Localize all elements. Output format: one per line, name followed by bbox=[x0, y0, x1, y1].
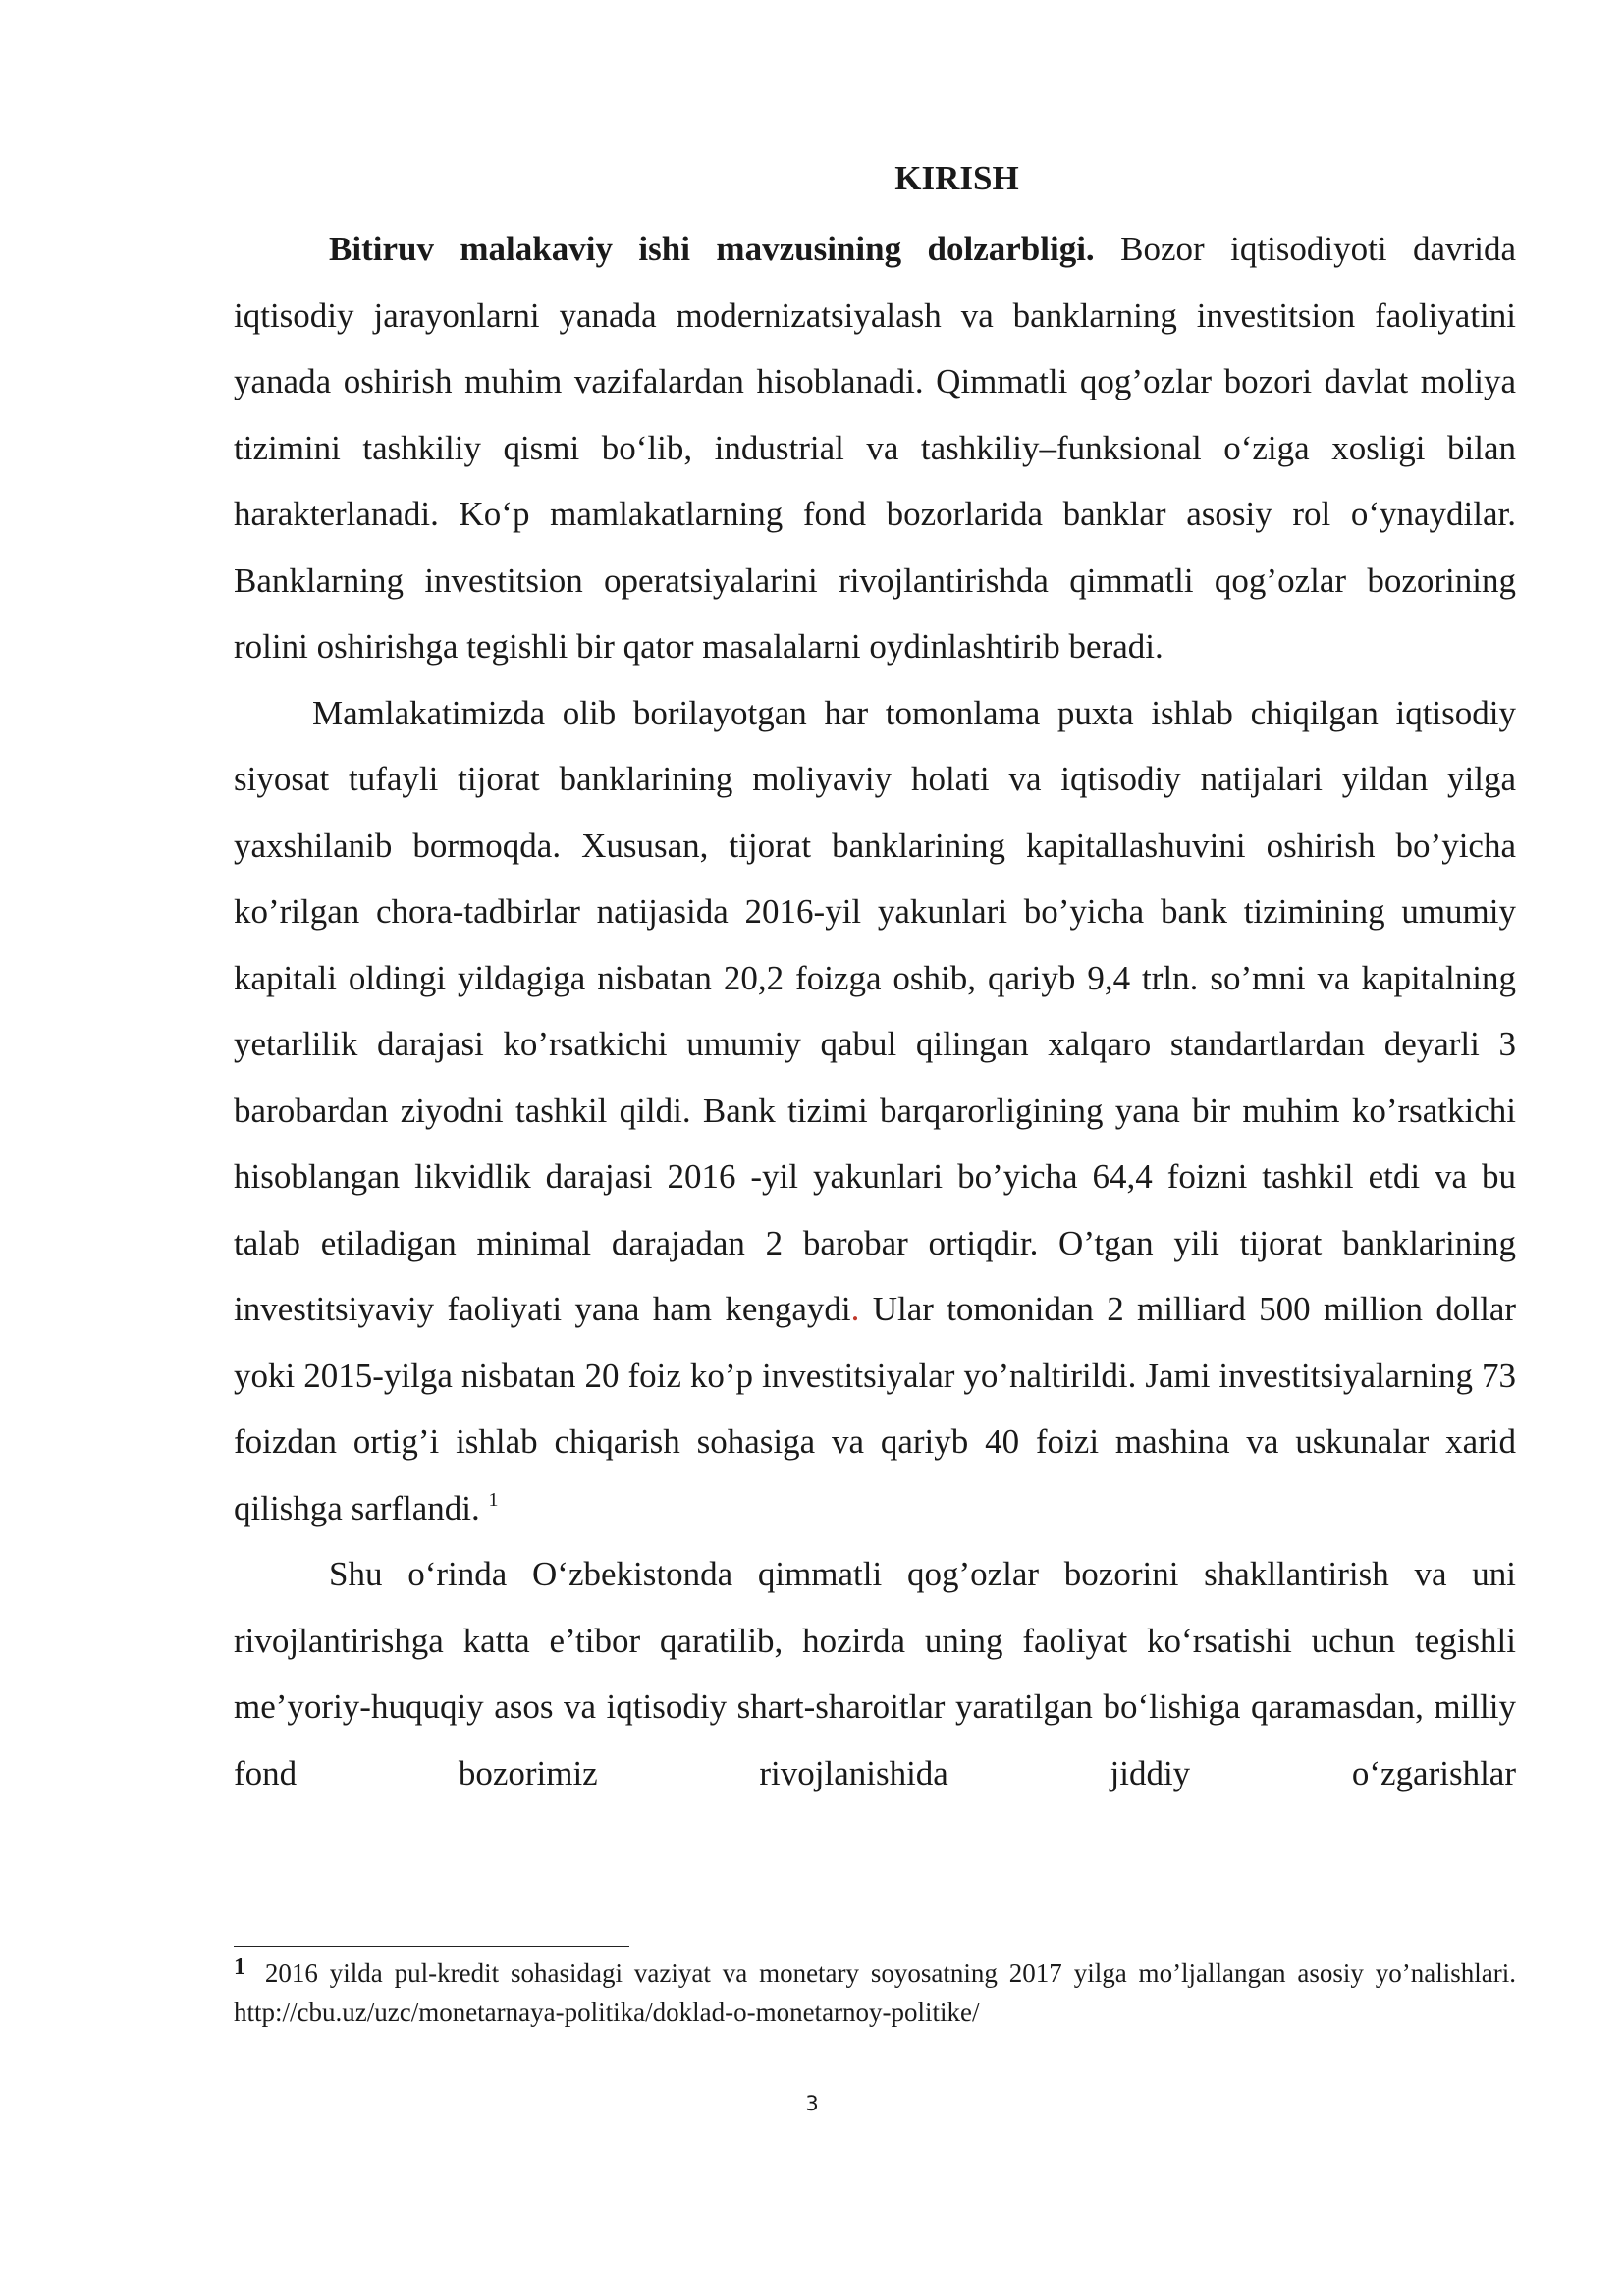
page-heading bbox=[0, 159, 1624, 198]
footnote bbox=[234, 1953, 1516, 2032]
paragraph-text: Shu o‘rinda O‘zbekistonda qimmatli qog’ozlar bozorini shakllantirish va uni rivojlantirishga katta e’tibor qaratilib, hozirda uning faoliyat ko‘rsatishi uchun tegishli me’yoriy-huquqiy asos va iqtisodiy shart-sharoitlar yaratilgan bo‘lishiga qaramasdan, milliy fond bozorimiz rivojlanishida jiddiy o‘zgarishlar bbox=[234, 1555, 1516, 1792]
heading-text: KIRISH bbox=[894, 159, 1019, 197]
paragraph-text: Ular tomonidan 2 milliard 500 million dollar yoki 2015-yilga nisbatan 20 foiz ko’p investitsiyalar yo’naltirildi. Jami investitsiyalarning 73 foizdan ortig’i ishlab chiqarish sohasiga va qariyb 40 foizi mashina va uskunalar xarid qilishga sarflandi. bbox=[234, 1290, 1517, 1527]
footnote-text: 2016 yilda pul-kredit sohasidagi vaziyat va monetary soyosatning 2017 yilga mo’ljallangan asosiy yo’nalishlari. http://cbu.uz/uzc/monetarnaya-politika/doklad-o-monetarnoy-politike/ bbox=[234, 1958, 1516, 2027]
highlighted-period: . bbox=[850, 1290, 860, 1328]
footnote-divider bbox=[234, 1946, 629, 1947]
page-number: 3 bbox=[805, 2092, 819, 2115]
paragraph-lead: Bitiruv malakaviy ishi mavzusining dolzarbligi. bbox=[329, 230, 1095, 268]
footnote-reference[interactable]: 1 bbox=[488, 1488, 499, 1511]
footnote-number: 1 bbox=[234, 1954, 245, 1980]
body-text bbox=[234, 216, 1516, 1806]
paragraph-text: Bozor iqtisodiyoti davrida iqtisodiy jarayonlarni yanada modernizatsiyalash va banklarning investitsion faoliyatini yanada oshirish muhim vazifalardan hisoblanadi. Qimmatli qog’ozlar bozori davlat moliya tizimini tashkiliy qismi bo‘lib, industrial va tashkiliy–funksional o‘ziga xosligi bilan harakterlanadi. Ko‘p mamlakatlarning fond bozorlarida banklar asosiy rol o‘ynaydilar. Banklarning investitsion operatsiyalarini rivojlantirishda qimmatli qog’ozlar bozorining rolini oshirishga tegishli bir qator masalalarni oydinlashtirib beradi. bbox=[234, 230, 1517, 666]
paragraph-economic-policy bbox=[234, 680, 1516, 1542]
paragraph-securities-market bbox=[234, 1541, 1516, 1806]
paragraph-relevance bbox=[234, 216, 1516, 680]
paragraph-text: Mamlakatimizda olib borilayotgan har tomonlama puxta ishlab chiqilgan iqtisodiy siyosat tufayli tijorat banklarining moliyaviy holati va iqtisodiy natijalari yildan yilga yaxshilanib bormoqda. Xususan, tijorat banklarining kapitallashuvini oshirish bo’yicha ko’rilgan chora-tadbirlar natijasida 2016-yil yakunlari bo’yicha bank tizimining umumiy kapitali oldingi yildagiga nisbatan 20,2 foizga oshib, qariyb 9,4 trln. so’mni va kapitalning yetarlilik darajasi ko’rsatkichi umumiy qabul qilingan xalqaro standartlardan deyarli 3 barobardan ziyodni tashkil qildi. Bank tizimi barqarorligining yana bir muhim ko’rsatkichi hisoblangan likvidlik darajasi 2016 -yil yakunlari bo’yicha 64,4 foizni tashkil etdi va bu talab etiladigan minimal darajadan 2 barobar ortiqdir. O’tgan yili tijorat banklarining investitsiyaviy faoliyati yana ham kengaydi bbox=[234, 693, 1516, 1328]
